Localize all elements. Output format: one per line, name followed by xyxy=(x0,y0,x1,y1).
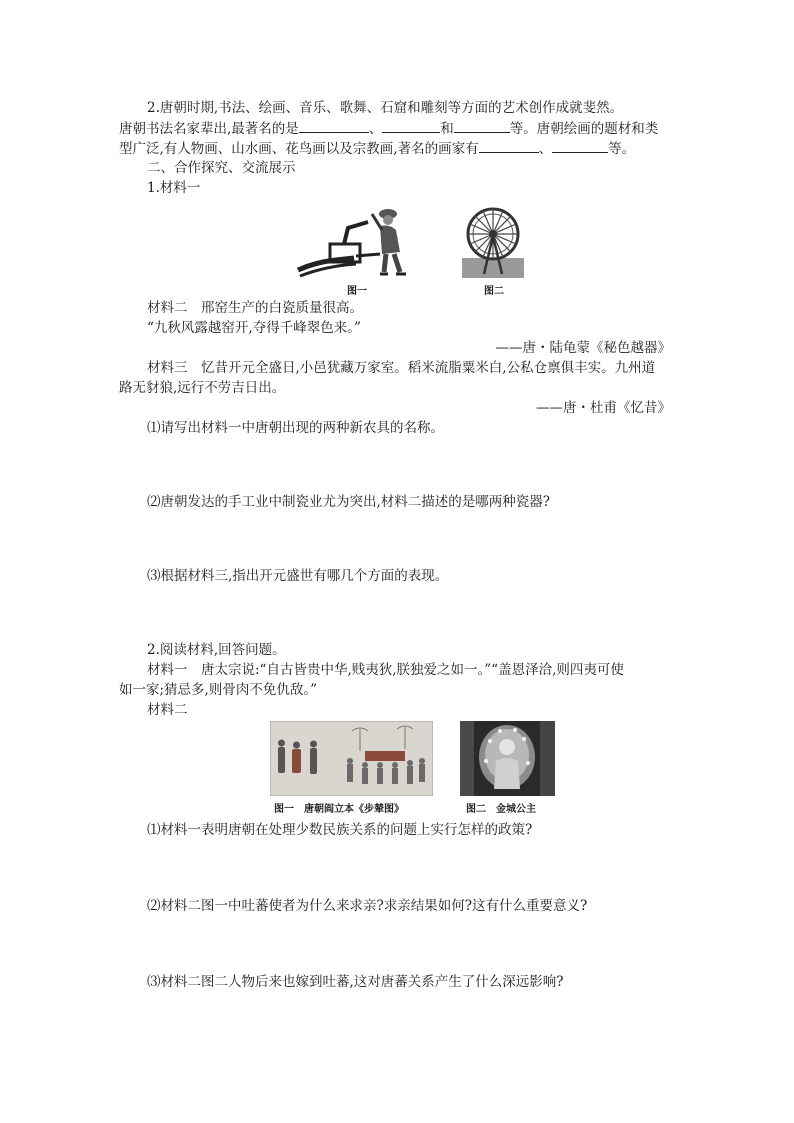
section-heading: 二、合作探究、交流展示 xyxy=(147,160,296,176)
answer-blank-painter-1[interactable] xyxy=(479,138,539,153)
problem-1-figure-2-caption: 图二 xyxy=(484,286,504,297)
problem-1-title: 1.材料一 xyxy=(147,180,201,196)
problem-1-figure-1-caption: 图一 xyxy=(347,286,367,297)
q2-line-3-text-b: 等。 xyxy=(608,141,636,157)
problem-2-title: 2.阅读材料,回答问题。 xyxy=(147,642,286,658)
q2-sep-2: 、 xyxy=(538,141,553,157)
problem-1-material-3-line-2: 路无豺狼,远行不劳吉日出。 xyxy=(119,380,286,396)
problem-2-figure-2-caption: 图二 金城公主 xyxy=(466,804,536,815)
q2-line-3-text-a: 型广泛,有人物画、山水画、花鸟画以及宗教画,著名的画家有 xyxy=(119,141,479,157)
problem-2-material-2-label: 材料二 xyxy=(147,702,188,718)
problem-2-question-3: ⑶材料二图二人物后来也嫁到吐蕃,这对唐蕃关系产生了什么深远影响? xyxy=(147,974,564,990)
problem-2-material-1-line-1: 材料一 唐太宗说:“自古皆贵中华,贱夷狄,朕独爱之如一。”“盖恩泽洽,则四夷可使 xyxy=(147,662,624,678)
q2-and: 和 xyxy=(440,121,454,137)
princess-jincheng-image xyxy=(460,721,555,796)
problem-1-question-1: ⑴请写出材料一中唐朝出现的两种新农具的名称。 xyxy=(147,420,444,436)
problem-2-figure-1-caption: 图一 唐朝阎立本《步辇图》 xyxy=(274,804,404,815)
q2-sep-1: 、 xyxy=(368,121,383,137)
problem-1-material-2: 材料二 邢窑生产的白瓷质量很高。 xyxy=(147,300,363,316)
problem-1-question-2: ⑵唐朝发达的手工业中制瓷业尤为突出,材料二描述的是哪两种瓷器? xyxy=(147,494,551,510)
water-wheel-illustration xyxy=(462,206,524,278)
problem-1-material-3-source: ——唐・杜甫《忆昔》 xyxy=(536,400,671,416)
q2-line-3 xyxy=(119,138,635,159)
answer-blank-calligrapher-3[interactable] xyxy=(454,118,510,133)
q2-line-2-text-a: 唐朝书法名家辈出,最著名的是 xyxy=(119,121,299,137)
problem-2-question-2: ⑵材料二图一中吐蕃使者为什么来求亲?求亲结果如何?这有什么重要意义? xyxy=(147,898,588,914)
problem-1-material-2-source: ——唐・陆龟蒙《秘色越器》 xyxy=(495,340,671,356)
q2-line-1: 2.唐朝时期,书法、绘画、音乐、歌舞、石窟和雕刻等方面的艺术创作成就斐然。 xyxy=(147,100,624,116)
bunian-painting-image xyxy=(270,721,433,796)
answer-blank-calligrapher-2[interactable] xyxy=(382,118,440,133)
q2-line-2 xyxy=(119,118,658,139)
problem-1-question-3: ⑶根据材料三,指出开元盛世有哪几个方面的表现。 xyxy=(147,568,449,584)
problem-1-material-2-poem: “九秋风露越窑开,夺得千峰翠色来。” xyxy=(147,320,361,336)
q2-line-2-text-b: 等。唐朝绘画的题材和类 xyxy=(509,121,659,137)
plough-farmer-illustration xyxy=(296,200,422,280)
answer-blank-calligrapher-1[interactable] xyxy=(299,118,369,133)
problem-1-material-3-line-1: 材料三 忆昔开元全盛日,小邑犹藏万家室。稻米流脂粟米白,公私仓禀俱丰实。九州道 xyxy=(147,360,656,376)
problem-2-question-1: ⑴材料一表明唐朝在处理少数民族关系的问题上实行怎样的政策? xyxy=(147,822,533,838)
answer-blank-painter-2[interactable] xyxy=(552,138,608,153)
problem-2-material-1-line-2: 如一家;猜忌多,则骨肉不免仇敌。” xyxy=(119,682,317,698)
